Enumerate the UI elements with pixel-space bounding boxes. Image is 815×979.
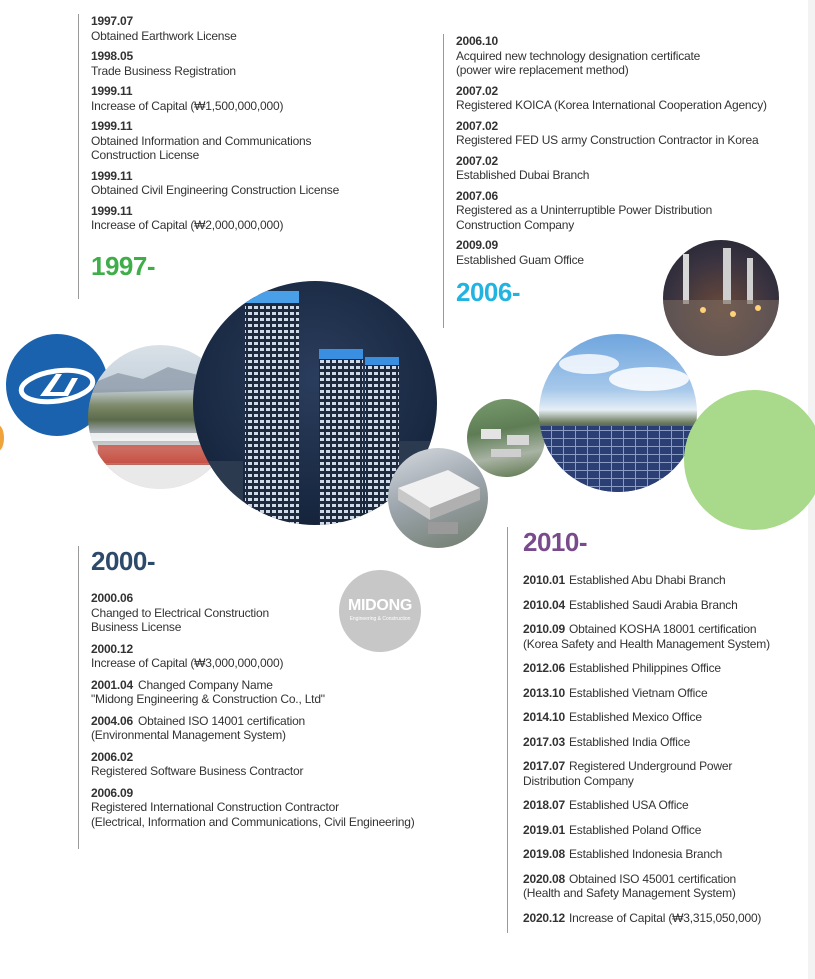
timeline-entry [91,714,415,743]
timeline-entry [523,735,770,750]
era-1997-list [91,14,339,233]
entry-date: 2007.06 [456,188,498,203]
entry-text: Established Vietnam Office [568,685,708,700]
entry-date: 2010.01 [523,573,565,587]
entry-text: Established Guam Office [456,252,584,267]
plant-detail [663,240,779,356]
campus-aerial-photo [467,399,545,477]
era-2006-list [456,34,767,267]
entry-date: 2007.02 [456,83,498,98]
entry-text: Changed Company Name "Midong Engineering & Construction Co., Ltd" [91,677,325,706]
entry-text: Trade Business Registration [91,63,236,78]
entry-date: 2017.03 [523,734,565,749]
timeline-entry [523,686,770,701]
timeline-entry [523,573,770,588]
entry-date: 2006.09 [91,785,133,800]
entry-text: Established Indonesia Branch [568,847,723,861]
entry-text: Registered International Construction Contractor (Electrical, Information and Communications, Civil Engineering) [91,800,415,829]
timeline-entry [91,49,339,78]
entry-text: Acquired new technology designation certificate (power wire replacement method) [456,48,701,77]
timeline-entry [91,750,415,779]
solar-farm-photo [539,334,697,492]
era-2006-heading: 2006- [456,277,520,307]
entry-date: 1997.07 [91,14,133,28]
solar-detail [539,334,697,492]
entry-date: 2010.04 [523,597,565,612]
entry-text: Registered as a Uninterruptible Power Distribution Construction Company [456,203,713,232]
timeline-entry [91,642,415,671]
entry-date: 2006.02 [91,749,133,764]
entry-date: 1999.11 [91,84,133,98]
timeline-entry [91,119,339,163]
entry-text: Obtained Information and Communications Construction License [91,133,312,162]
entry-date: 2020.12 [523,910,565,925]
timeline-entry [523,847,770,862]
entry-text: Established USA Office [568,798,689,812]
timeline-entry [91,786,415,830]
entry-date: 2020.08 [523,871,565,886]
entry-date: 2017.07 [523,759,565,773]
entry-date: 1999.11 [91,203,133,218]
midong-logo-subtext: Engineering & Construction [349,616,411,622]
entry-text: Established Saudi Arabia Branch [568,597,738,612]
timeline-entry [456,154,767,183]
entry-text: Established Mexico Office [568,710,702,724]
factory-detail [388,448,488,548]
entry-text: Obtained Earthwork License [91,28,237,43]
timeline-entry [523,911,770,926]
timeline-entry [456,119,767,148]
entry-date: 2000.06 [91,591,133,605]
era-2010-list [523,573,770,925]
entry-text: Obtained ISO 45001 certification (Health and Safety Management System) [523,871,737,900]
entry-date: 2007.02 [456,153,498,168]
entry-text: Increase of Capital (₩3,315,050,000) [568,910,762,925]
factory-aerial-photo [388,448,488,548]
timeline-entry [523,823,770,838]
timeline-entry [523,798,770,813]
timeline-entry [91,204,339,233]
era-1997-heading: 1997- [91,250,155,281]
entry-date: 2007.02 [456,118,498,133]
entry-text: Increase of Capital (₩1,500,000,000) [91,98,284,113]
timeline-entry [91,84,339,113]
entry-date: 1999.11 [91,119,133,133]
era-2000-section [78,546,415,849]
entry-text: Established Poland Office [568,822,702,837]
timeline-entry [523,710,770,725]
timeline-entry [456,34,767,78]
entry-text: Registered Underground Power Distribution Company [523,759,733,788]
entry-date: 2009.09 [456,238,498,252]
entry-date: 2010.09 [523,622,565,636]
entry-date: 1999.11 [91,168,133,183]
entry-date: 2001.04 [91,677,133,692]
entry-date: 2014.10 [523,710,565,724]
timeline-entry [91,678,415,707]
industrial-plant-night-photo [663,240,779,356]
campus-detail [467,399,545,477]
era-2010-heading: 2010- [523,527,587,557]
light-green-accent-circle [684,390,815,530]
midong-logo-text: MIDONG [348,597,412,614]
entry-date: 2000.12 [91,641,133,656]
era-1997-section [78,14,339,299]
entry-text: Increase of Capital (₩3,000,000,000) [91,656,284,670]
entry-date: 1998.05 [91,49,133,63]
timeline-entry [523,622,770,651]
timeline-entry [91,591,415,635]
timeline-entry [91,169,339,198]
timeline-entry [523,872,770,901]
timeline-entry [456,189,767,233]
entry-text: Established Dubai Branch [456,168,590,182]
entry-text: Obtained KOSHA 18001 certification (Korea Safety and Health Management System) [523,622,770,651]
timeline-entry [523,661,770,676]
era-2000-heading: 2000- [91,546,155,576]
entry-date: 2019.08 [523,847,565,861]
entry-text: Obtained Civil Engineering Construction License [91,183,340,197]
entry-text: Established India Office [568,734,691,749]
entry-text: Obtained ISO 14001 certification (Environmental Management System) [91,713,306,742]
entry-text: Registered KOICA (Korea International Cooperation Agency) [456,98,767,112]
entry-text: Established Philippines Office [568,661,721,675]
entry-date: 2013.10 [523,685,565,700]
timeline-entry [523,759,770,788]
entry-text: Increase of Capital (₩2,000,000,000) [91,218,284,232]
entry-date: 2012.06 [523,661,565,675]
entry-text: Registered FED US army Construction Contractor in Korea [456,133,759,147]
entry-text: Established Abu Dhabi Branch [568,573,726,587]
timeline-entry [523,598,770,613]
entry-date: 2004.06 [91,713,133,728]
timeline-entry [91,14,339,43]
era-2000-list [91,591,415,829]
orange-accent-circle [0,425,4,451]
era-2010-section [507,527,770,933]
entry-text: Registered Software Business Contractor [91,764,304,778]
timeline-entry [456,84,767,113]
entry-date: 2018.07 [523,798,565,812]
entry-date: 2006.10 [456,34,498,48]
entry-date: 2019.01 [523,822,565,837]
entry-text: Changed to Electrical Construction Business License [91,605,269,634]
